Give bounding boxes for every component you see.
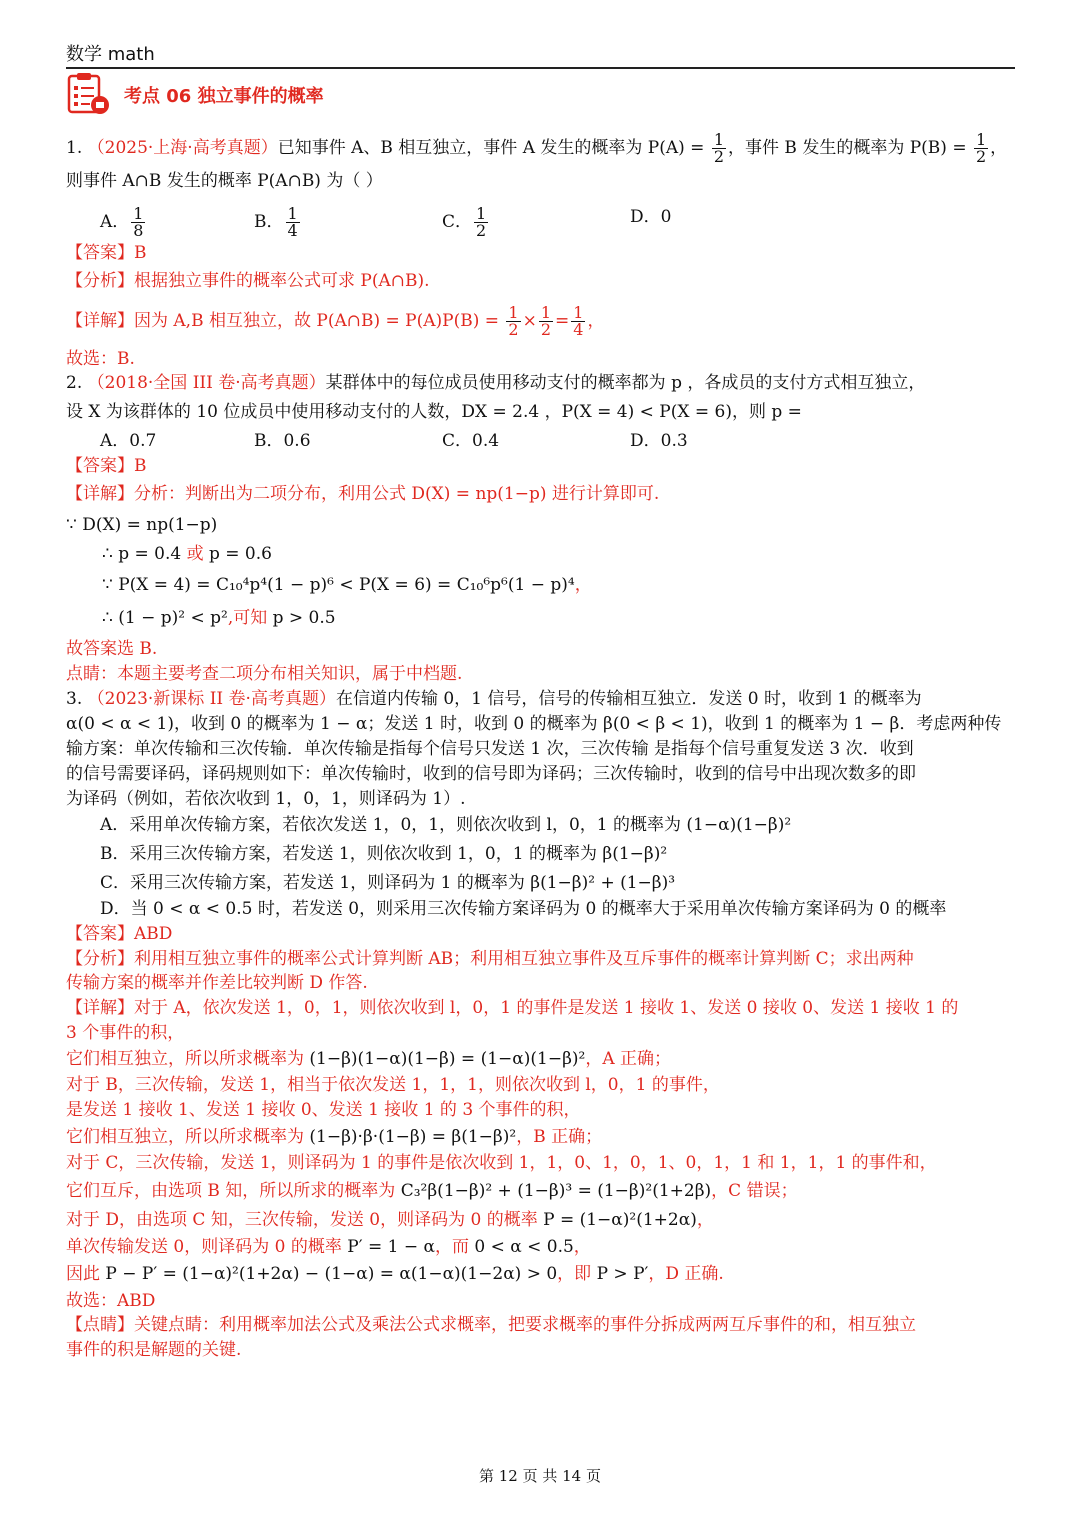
q3-analysis-line1: 【分析】利用相互独立事件的概率公式计算判断 AB；利用相互独立事件及互斥事件的概率计算判断 C；求出两种 bbox=[66, 949, 914, 969]
q3-option-c: C．采用三次传输方案，若发送 1，则译码为 1 的概率为 β(1−β)² + (1−β)³ bbox=[100, 873, 676, 893]
q3-analysis-line2: 传输方案的概率并作差比较判断 D 作答. bbox=[66, 973, 368, 993]
q3-detail-line9: 对于 D，由选项 C 知，三次传输，发送 0，则译码为 0 的概率 P = (1−α)²(1+2α)， bbox=[66, 1210, 714, 1230]
fraction: $\frac{1}{2}$ bbox=[975, 130, 987, 166]
q1-stem-line1: 1. （2025·上海·高考真题）已知事件 A、B 相互独立，事件 A 发生的概率为 P(A) = $\frac{1}{2}$ ，事件 B 发生的概率为 P(B) = $\frac{1}{2}$ ， bbox=[66, 130, 1008, 166]
q3-option-a: A．采用单次传输方案，若依次发送 1，0，1，则依次收到 l，0，1 的概率为 (1−α)(1−β)² bbox=[100, 815, 792, 835]
q3-key-line2: 事件的积是解题的关键. bbox=[66, 1340, 242, 1360]
q1-detail: 【详解】因为 A,B 相互独立，故 P(A∩B) = P(A)P(B) = $\frac{1}{2}$ × $\frac{1}{2}$ = $\frac{1}{4}$ ， bbox=[66, 303, 605, 339]
q3-stem-line5: 为译码（例如，若依次收到 1，0，1，则译码为 1）. bbox=[66, 789, 466, 809]
q3-detail-line2: 3 个事件的积， bbox=[66, 1023, 185, 1043]
q3-detail-line8: 它们互斥，由选项 B 知，所以所求的概率为 C₃²β(1−β)² + (1−β)³ = (1−β)²(1+2β)，C 错误； bbox=[66, 1181, 798, 1201]
q2-step2: ∴ p = 0.4 或 p = 0.6 bbox=[102, 544, 272, 564]
q3-detail-line1: 【详解】对于 A，依次发送 1，0，1，则依次收到 l，0，1 的事件是发送 1 接收 1、发送 0 接收 0、发送 1 接收 1 的 bbox=[66, 998, 959, 1018]
section-title: 考点 06 独立事件的概率 bbox=[124, 86, 324, 107]
q1-option-a: A． $\frac{1}{8}$ bbox=[100, 204, 144, 240]
q2-final: 故答案选 B. bbox=[66, 639, 158, 659]
q2-step1: ∵ D(X) = np(1−p) bbox=[66, 515, 218, 535]
q3-final: 故选：ABD bbox=[66, 1291, 156, 1311]
q3-detail-line10: 单次传输发送 0，则译码为 0 的概率 P′ = 1 − α，而 0 < α < 0.5， bbox=[66, 1237, 591, 1257]
q3-stem-line1: 3. （2023·新课标 II 卷·高考真题）在信道内传输 0，1 信号，信号的传输相互独立．发送 0 时，收到 1 的概率为 bbox=[66, 689, 922, 709]
q2-source: （2018·全国 III 卷·高考真题） bbox=[87, 373, 326, 393]
q2-stem-line2: 设 X 为该群体的 10 位成员中使用移动支付的人数，DX = 2.4 ，P(X = 4) < P(X = 6)，则 p = bbox=[66, 402, 802, 422]
q1-source: （2025·上海·高考真题） bbox=[87, 138, 278, 158]
q1-option-b: B． $\frac{1}{4}$ bbox=[254, 204, 298, 240]
q2-detail: 【详解】分析：判断出为二项分布，利用公式 D(X) = np(1−p) 进行计算即可. bbox=[66, 484, 660, 504]
q2-option-a: A．0.7 bbox=[100, 431, 157, 451]
q3-option-b: B．采用三次传输方案，若发送 1，则依次收到 1，0，1 的概率为 β(1−β)² bbox=[100, 844, 668, 864]
q2-step4: ∴ (1 − p)² < p²,可知 p > 0.5 bbox=[102, 608, 336, 628]
q2-stem-line1: 2. （2018·全国 III 卷·高考真题）某群体中的每位成员使用移动支付的概率都为 p ，各成员的支付方式相互独立， bbox=[66, 373, 926, 393]
q2-option-c: C．0.4 bbox=[442, 431, 500, 451]
q1-stem-line2: 则事件 A∩B 发生的概率 P(A∩B) 为（ ） bbox=[66, 171, 383, 191]
q3-detail-line5: 是发送 1 接收 1、发送 1 接收 0、发送 1 接收 1 的 3 个事件的积， bbox=[66, 1100, 581, 1120]
q2-step3: ∵ P(X = 4) = C₁₀⁴p⁴(1 − p)⁶ < P(X = 6) = C₁₀⁶p⁶(1 − p)⁴， bbox=[102, 575, 592, 595]
q1-analysis: 【分析】根据独立事件的概率公式可求 P(A∩B). bbox=[66, 271, 430, 291]
q3-answer: 【答案】ABD bbox=[66, 924, 173, 944]
q3-detail-line11: 因此 P − P′ = (1−α)²(1+2α) − (1−α) = α(1−α)(1−2α) > 0，即 P > P′，D 正确. bbox=[66, 1264, 724, 1284]
q1-option-c: C． $\frac{1}{2}$ bbox=[442, 204, 487, 240]
q1-option-d: D．0 bbox=[630, 207, 672, 227]
header-rule bbox=[66, 67, 1015, 69]
page-number: 第 12 页 共 14 页 bbox=[478, 1467, 601, 1485]
q3-stem-line4: 的信号需要译码，译码规则如下：单次传输时，收到的信号即为译码；三次传输时，收到的信号中出现次数多的即 bbox=[66, 764, 916, 784]
q2-answer: 【答案】B bbox=[66, 456, 147, 476]
q3-source: （2023·新课标 II 卷·高考真题） bbox=[87, 689, 336, 709]
q2-option-b: B．0.6 bbox=[254, 431, 311, 451]
q3-option-d: D．当 0 < α < 0.5 时，若发送 0，则采用三次传输方案译码为 0 的概率大于采用单次传输方案译码为 0 的概率 bbox=[100, 899, 947, 919]
q1-final: 故选：B. bbox=[66, 349, 135, 369]
q3-stem-line2: α(0 < α < 1)，收到 0 的概率为 1 − α；发送 1 时，收到 0 的概率为 β(0 < β < 1)，收到 1 的概率为 1 − β．考虑两种传 bbox=[66, 714, 1002, 734]
header-subject: 数学 math bbox=[66, 44, 155, 65]
fraction: $\frac{1}{2}$ bbox=[713, 130, 725, 166]
q2-note: 点睛：本题主要考查二项分布相关知识，属于中档题. bbox=[66, 664, 463, 684]
clipboard-icon bbox=[66, 72, 112, 116]
q3-key-line1: 【点睛】关键点睛：利用概率加法公式及乘法公式求概率，把要求概率的事件分拆成两两互斥事件的和，相互独立 bbox=[66, 1315, 916, 1335]
q1-answer: 【答案】B bbox=[66, 243, 147, 263]
q3-detail-line6: 它们相互独立，所以所求概率为 (1−β)·β·(1−β) = β(1−β)²，B 正确； bbox=[66, 1127, 603, 1147]
q2-option-d: D．0.3 bbox=[630, 431, 688, 451]
q3-stem-line3: 输方案：单次传输和三次传输．单次传输是指每个信号只发送 1 次，三次传输 是指每个信号重复发送 3 次．收到 bbox=[66, 739, 914, 759]
q3-detail-line7: 对于 C，三次传输，发送 1，则译码为 1 的事件是依次收到 1，1，0、1，0，1、0，1，1 和 1，1，1 的事件和， bbox=[66, 1153, 937, 1173]
q3-detail-line3: 它们相互独立，所以所求概率为 (1−β)(1−α)(1−β) = (1−α)(1−β)²，A 正确； bbox=[66, 1049, 672, 1069]
q3-detail-line4: 对于 B，三次传输，发送 1，相当于依次发送 1，1，1，则依次收到 l，0，1 的事件， bbox=[66, 1075, 720, 1095]
